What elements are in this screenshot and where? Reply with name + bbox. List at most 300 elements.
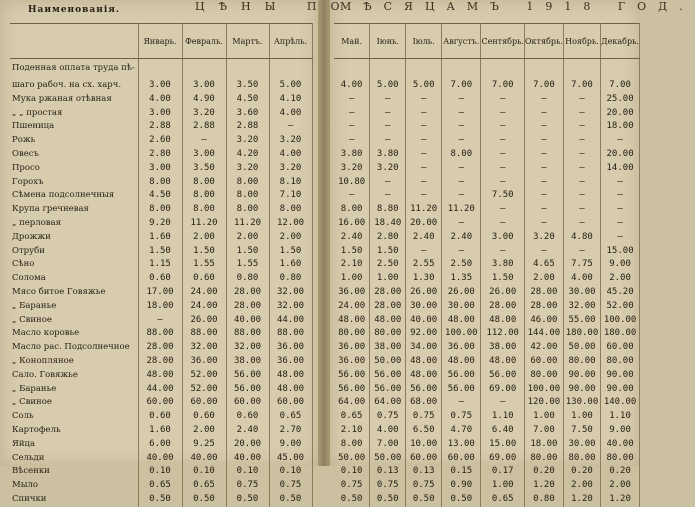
price-cell: 2.10: [334, 258, 370, 272]
price-cell: 90.00: [601, 369, 640, 383]
price-cell: 48.00: [406, 369, 442, 383]
price-cell: 28.00: [370, 300, 406, 314]
price-cell: —: [524, 176, 563, 190]
price-cell: 90.00: [601, 383, 640, 397]
price-cell: 17.00: [138, 286, 182, 300]
table-row: [10, 79, 312, 93]
name-column-header: Наименованія.: [28, 5, 121, 15]
table-row: [10, 176, 312, 190]
price-cell: 4.70: [442, 424, 481, 438]
price-cell: 2.00: [269, 231, 312, 245]
commodity-name: Пшеница: [10, 120, 138, 134]
price-cell: 2.00: [563, 479, 600, 493]
price-cell: [442, 59, 481, 80]
table-row: [10, 148, 312, 162]
price-cell: 18.00: [138, 300, 182, 314]
commodity-name: Сельди: [10, 452, 138, 466]
price-cell: 2.80: [370, 231, 406, 245]
price-cell: 2.00: [182, 424, 226, 438]
month-header: Февраль.: [182, 24, 226, 59]
price-cell: [601, 59, 640, 80]
price-cell: 52.00: [182, 369, 226, 383]
price-cell: 11.20: [226, 217, 269, 231]
price-cell: 6.50: [406, 424, 442, 438]
price-cell: 0.50: [226, 493, 269, 507]
price-cell: 28.00: [370, 286, 406, 300]
price-cell: 48.00: [269, 383, 312, 397]
price-cell: 40.00: [138, 452, 182, 466]
price-cell: 56.00: [442, 369, 481, 383]
price-cell: 50.00: [334, 452, 370, 466]
price-cell: 2.00: [182, 231, 226, 245]
table-row: [10, 272, 312, 286]
price-cell: 0.10: [334, 465, 370, 479]
price-cell: —: [442, 93, 481, 107]
commodity-name: „ Баранье: [10, 383, 138, 397]
table-row: [334, 465, 640, 479]
price-cell: 50.00: [370, 355, 406, 369]
table-row: [10, 217, 312, 231]
price-cell: —: [563, 203, 600, 217]
price-cell: —: [563, 162, 600, 176]
price-cell: 0.75: [370, 410, 406, 424]
price-cell: 44.00: [269, 314, 312, 328]
price-cell: 2.60: [138, 134, 182, 148]
price-cell: 1.50: [370, 245, 406, 259]
price-cell: 45.00: [269, 452, 312, 466]
table-row: [334, 162, 640, 176]
table-row: [334, 107, 640, 121]
table-row: [10, 120, 312, 134]
price-cell: 8.00: [334, 203, 370, 217]
commodity-name: Солома: [10, 272, 138, 286]
commodity-name: Вѣсенки: [10, 465, 138, 479]
price-cell: 10.00: [406, 438, 442, 452]
price-cell: 2.88: [226, 120, 269, 134]
price-cell: —: [563, 134, 600, 148]
price-cell: 0.50: [334, 493, 370, 507]
price-cell: 3.00: [182, 79, 226, 93]
price-cell: 4.00: [370, 424, 406, 438]
commodity-name: „ „ простая: [10, 107, 138, 121]
price-cell: 20.00: [226, 438, 269, 452]
price-cell: 0.13: [406, 465, 442, 479]
price-cell: 36.00: [334, 341, 370, 355]
commodity-name: Просо: [10, 162, 138, 176]
price-cell: 2.88: [138, 120, 182, 134]
price-cell: 40.00: [226, 314, 269, 328]
price-cell: 140.00: [601, 396, 640, 410]
table-row: [10, 258, 312, 272]
price-cell: 46.00: [524, 314, 563, 328]
price-cell: 0.15: [442, 465, 481, 479]
price-cell: 1.00: [334, 272, 370, 286]
price-cell: —: [563, 189, 600, 203]
commodity-name: Крупа гречневая: [10, 203, 138, 217]
price-cell: —: [563, 176, 600, 190]
table-row: [10, 189, 312, 203]
table-row: [10, 355, 312, 369]
price-cell: —: [524, 203, 563, 217]
price-cell: 45.20: [601, 286, 640, 300]
price-cell: 3.20: [269, 162, 312, 176]
table-row: [334, 148, 640, 162]
table-row: [10, 134, 312, 148]
price-cell: 3.20: [226, 134, 269, 148]
price-cell: 0.75: [442, 410, 481, 424]
price-cell: —: [524, 189, 563, 203]
price-cell: 9.20: [138, 217, 182, 231]
commodity-name: Спички: [10, 493, 138, 507]
price-cell: 1.50: [334, 245, 370, 259]
price-cell: 64.00: [334, 396, 370, 410]
price-cell: —: [406, 134, 442, 148]
table-row: [334, 300, 640, 314]
price-cell: 0.50: [442, 493, 481, 507]
price-cell: 7.00: [563, 79, 600, 93]
table-row: [10, 369, 312, 383]
price-cell: —: [406, 189, 442, 203]
price-cell: 7.00: [370, 438, 406, 452]
price-cell: 0.60: [138, 272, 182, 286]
price-cell: 8.00: [269, 203, 312, 217]
price-cell: 30.00: [563, 286, 600, 300]
price-cell: 80.00: [334, 327, 370, 341]
price-cell: 48.00: [334, 314, 370, 328]
price-cell: 1.55: [182, 258, 226, 272]
price-cell: 80.00: [601, 355, 640, 369]
price-cell: —: [524, 245, 563, 259]
price-cell: 69.00: [481, 452, 525, 466]
price-cell: —: [182, 134, 226, 148]
commodity-name: Сало. Говяжье: [10, 369, 138, 383]
price-cell: 80.00: [370, 327, 406, 341]
price-cell: 3.00: [138, 107, 182, 121]
commodity-name: Горохъ: [10, 176, 138, 190]
price-cell: 0.75: [226, 479, 269, 493]
price-cell: 34.00: [406, 341, 442, 355]
price-cell: 20.00: [406, 217, 442, 231]
price-cell: 48.00: [406, 355, 442, 369]
price-cell: 0.50: [406, 493, 442, 507]
price-cell: —: [524, 148, 563, 162]
price-cell: 6.40: [481, 424, 525, 438]
month-header: Апрѣль.: [269, 24, 312, 59]
price-cell: 3.00: [481, 231, 525, 245]
price-cell: [481, 59, 525, 80]
price-cell: 28.00: [524, 286, 563, 300]
table-row: [334, 189, 640, 203]
price-cell: 69.00: [481, 383, 525, 397]
month-header: Май.: [334, 24, 370, 59]
price-cell: 0.10: [226, 465, 269, 479]
table-row: [334, 272, 640, 286]
table-row: [10, 424, 312, 438]
price-cell: 28.00: [481, 300, 525, 314]
price-cell: 4.10: [269, 93, 312, 107]
price-cell: 8.00: [138, 203, 182, 217]
price-cell: 15.00: [481, 438, 525, 452]
month-header: Іюль.: [406, 24, 442, 59]
price-cell: 2.00: [601, 272, 640, 286]
price-cell: 8.00: [182, 203, 226, 217]
table-row: [334, 424, 640, 438]
price-cell: —: [370, 120, 406, 134]
price-cell: 24.00: [182, 286, 226, 300]
price-cell: 3.20: [334, 162, 370, 176]
price-cell: —: [601, 189, 640, 203]
price-cell: 1.60: [269, 258, 312, 272]
price-cell: 0.17: [481, 465, 525, 479]
price-cell: 2.00: [524, 272, 563, 286]
price-cell: 1.10: [601, 410, 640, 424]
price-cell: 9.00: [269, 438, 312, 452]
price-cell: 7.00: [442, 79, 481, 93]
price-cell: 30.00: [563, 438, 600, 452]
price-table-left: [10, 23, 313, 507]
price-cell: 48.00: [442, 355, 481, 369]
price-cell: 8.00: [182, 176, 226, 190]
price-cell: —: [524, 162, 563, 176]
price-cell: 36.00: [334, 355, 370, 369]
price-cell: 2.40: [334, 231, 370, 245]
price-cell: 28.00: [138, 355, 182, 369]
price-cell: 4.80: [563, 231, 600, 245]
table-row: [334, 355, 640, 369]
price-cell: [269, 59, 312, 80]
commodity-name: Овесъ: [10, 148, 138, 162]
header-name-cell: [10, 24, 138, 59]
price-cell: —: [601, 203, 640, 217]
commodity-name: Картофель: [10, 424, 138, 438]
table-row: [334, 79, 640, 93]
price-cell: 7.10: [269, 189, 312, 203]
price-cell: 20.00: [601, 107, 640, 121]
price-cell: 8.00: [334, 438, 370, 452]
price-cell: —: [563, 107, 600, 121]
commodity-name: „ Конопляное: [10, 355, 138, 369]
price-cell: 15.00: [601, 245, 640, 259]
table-row: [334, 93, 640, 107]
month-header: Январь.: [138, 24, 182, 59]
price-cell: —: [481, 93, 525, 107]
price-table-right: [334, 23, 640, 507]
table-row: [10, 245, 312, 259]
price-cell: —: [269, 120, 312, 134]
price-cell: 180.00: [563, 327, 600, 341]
table-row: [334, 258, 640, 272]
price-cell: 100.00: [524, 383, 563, 397]
price-cell: [524, 59, 563, 80]
price-cell: 1.55: [226, 258, 269, 272]
price-cell: 0.75: [370, 479, 406, 493]
table-row: [334, 286, 640, 300]
price-cell: 40.00: [601, 438, 640, 452]
price-cell: 48.00: [269, 369, 312, 383]
price-cell: 3.50: [226, 79, 269, 93]
price-cell: 3.60: [226, 107, 269, 121]
price-cell: 80.00: [563, 355, 600, 369]
price-cell: 7.00: [524, 424, 563, 438]
price-cell: 64.00: [370, 396, 406, 410]
price-cell: 0.60: [182, 272, 226, 286]
table-row: [10, 341, 312, 355]
price-cell: 2.55: [406, 258, 442, 272]
commodity-name: „ перловая: [10, 217, 138, 231]
table-row: [334, 327, 640, 341]
price-cell: —: [481, 120, 525, 134]
price-cell: 8.80: [370, 203, 406, 217]
book-gutter: [318, 0, 330, 466]
price-cell: —: [406, 176, 442, 190]
price-cell: 4.90: [182, 93, 226, 107]
price-cell: 56.00: [442, 383, 481, 397]
price-cell: 24.00: [182, 300, 226, 314]
commodity-name: „ Свиное: [10, 396, 138, 410]
price-cell: —: [601, 176, 640, 190]
price-cell: 9.00: [601, 258, 640, 272]
price-cell: 60.00: [138, 396, 182, 410]
price-cell: 36.00: [269, 341, 312, 355]
price-cell: 2.70: [269, 424, 312, 438]
price-cell: 1.35: [442, 272, 481, 286]
price-cell: 0.80: [269, 272, 312, 286]
month-header: Мартъ.: [226, 24, 269, 59]
table-row: [334, 120, 640, 134]
price-cell: 0.80: [524, 493, 563, 507]
price-cell: [406, 59, 442, 80]
price-cell: —: [481, 162, 525, 176]
price-cell: —: [406, 162, 442, 176]
price-cell: 0.65: [334, 410, 370, 424]
price-cell: 40.00: [226, 452, 269, 466]
price-cell: [334, 59, 370, 80]
price-cell: 7.00: [601, 79, 640, 93]
price-cell: —: [442, 107, 481, 121]
price-cell: 40.00: [182, 452, 226, 466]
price-cell: 1.50: [269, 245, 312, 259]
table-row: [10, 300, 312, 314]
price-cell: 42.00: [524, 341, 563, 355]
price-cell: 24.00: [334, 300, 370, 314]
price-cell: 10.80: [334, 176, 370, 190]
month-header: Декабрь.: [601, 24, 640, 59]
table-row: [334, 452, 640, 466]
price-cell: 3.00: [138, 162, 182, 176]
table-row: [334, 314, 640, 328]
table-row: [334, 341, 640, 355]
price-cell: —: [370, 134, 406, 148]
price-cell: —: [442, 396, 481, 410]
table-row: [334, 479, 640, 493]
price-cell: —: [481, 148, 525, 162]
price-cell: —: [406, 245, 442, 259]
price-cell: —: [442, 189, 481, 203]
price-cell: 7.00: [524, 79, 563, 93]
price-cell: 2.00: [226, 231, 269, 245]
price-cell: —: [524, 107, 563, 121]
table-row: [334, 245, 640, 259]
month-header: Ноябрь.: [563, 24, 600, 59]
price-cell: —: [524, 93, 563, 107]
price-cell: 48.00: [481, 355, 525, 369]
price-cell: 1.00: [524, 410, 563, 424]
commodity-name: Отруби: [10, 245, 138, 259]
price-cell: —: [442, 162, 481, 176]
price-cell: —: [442, 134, 481, 148]
price-cell: 32.00: [563, 300, 600, 314]
price-cell: 56.00: [406, 383, 442, 397]
price-cell: 92.00: [406, 327, 442, 341]
price-cell: 36.00: [442, 341, 481, 355]
price-cell: 88.00: [269, 327, 312, 341]
price-cell: —: [406, 148, 442, 162]
price-cell: 120.00: [524, 396, 563, 410]
price-cell: 4.20: [226, 148, 269, 162]
price-cell: —: [370, 189, 406, 203]
price-cell: 56.00: [370, 383, 406, 397]
price-cell: 2.10: [334, 424, 370, 438]
price-cell: 1.50: [182, 245, 226, 259]
price-cell: 3.20: [524, 231, 563, 245]
price-cell: 11.20: [182, 217, 226, 231]
table-row: [10, 286, 312, 300]
price-cell: 8.00: [138, 176, 182, 190]
price-cell: —: [334, 189, 370, 203]
price-cell: 2.40: [406, 231, 442, 245]
price-cell: [226, 59, 269, 80]
price-cell: 25.00: [601, 93, 640, 107]
price-cell: 3.50: [182, 162, 226, 176]
price-cell: 14.00: [601, 162, 640, 176]
price-cell: 16.00: [334, 217, 370, 231]
price-cell: 1.10: [481, 410, 525, 424]
price-cell: 0.50: [182, 493, 226, 507]
price-cell: 48.00: [138, 369, 182, 383]
price-cell: 48.00: [481, 314, 525, 328]
price-cell: 5.00: [370, 79, 406, 93]
price-cell: 2.00: [601, 479, 640, 493]
table-row: [10, 93, 312, 107]
price-cell: —: [442, 176, 481, 190]
price-cell: —: [601, 231, 640, 245]
table-row: [334, 410, 640, 424]
table-row: [334, 134, 640, 148]
price-cell: 60.00: [442, 452, 481, 466]
price-cell: 0.10: [138, 465, 182, 479]
commodity-name: Сѣно: [10, 258, 138, 272]
price-cell: 0.60: [138, 410, 182, 424]
price-cell: 3.00: [182, 148, 226, 162]
price-cell: 0.75: [269, 479, 312, 493]
price-cell: 3.80: [370, 148, 406, 162]
table-row: [10, 162, 312, 176]
price-cell: 80.00: [563, 452, 600, 466]
price-cell: 4.50: [226, 93, 269, 107]
table-row: [10, 438, 312, 452]
price-cell: 1.00: [563, 410, 600, 424]
commodity-name: Поденная оплата труда пѣ-: [10, 59, 138, 80]
commodity-name: Дрожжи: [10, 231, 138, 245]
price-cell: —: [334, 120, 370, 134]
table-row: [10, 396, 312, 410]
price-cell: 8.00: [442, 148, 481, 162]
price-cell: —: [442, 120, 481, 134]
price-cell: —: [563, 245, 600, 259]
price-cell: 3.00: [138, 79, 182, 93]
table-row: [334, 203, 640, 217]
price-cell: 48.00: [442, 314, 481, 328]
